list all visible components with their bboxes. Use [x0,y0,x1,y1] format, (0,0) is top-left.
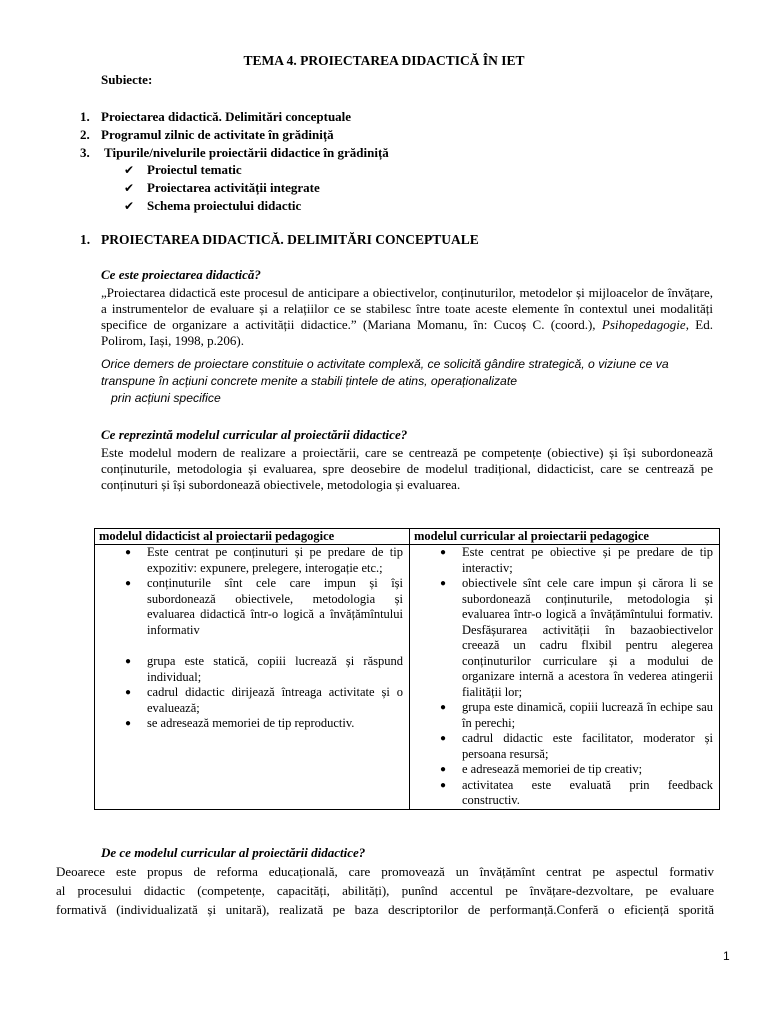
page-number: 1 [723,949,730,963]
bullet-icon: ● [440,702,447,713]
table-header-didacticist: modelul didacticist al proiectarii pedagogice [95,529,410,545]
book-title: Psihopedagogie [601,317,686,332]
italic-line: prin acțiuni specifice [111,391,221,405]
subtopic-label: Schema proiectului didactic [147,198,302,213]
list-item [95,545,403,576]
list-item [410,700,713,731]
model-paragraph: Este modelul modern de realizare a proiectării, care se centrează pe competențe (obiective) și își subordonează conținuturile, metodologia și evaluarea, spre deosebire de modelul tradițional, didacticist, care se centrează pe conținuturi și își subordonează obiectivele, metodologia și evaluarea. [101,445,713,492]
bullet-icon: ● [440,578,447,589]
section-number: 1. [80,232,91,247]
topic-item [80,108,389,126]
table-header-row [95,529,720,545]
bullet-icon: ● [125,687,132,698]
list-item-text: activitatea este evaluată prin feedback constructiv. [462,777,713,807]
list-item-text: Este centrat pe conținuturi și pe predare de tip expozitiv: expunere, prelegere, interogație etc.; [147,545,403,575]
page-title: TEMA 4. PROIECTAREA DIDACTICĂ ÎN IET [243,53,525,68]
subtopic-item [124,161,320,179]
table-header-curricular: modelul curricular al proiectarii pedagogice [410,529,720,545]
list-item-text: e adresează memoriei de tip creativ; [462,762,643,776]
definition-paragraph [101,285,713,349]
list-item [410,731,713,762]
bullet-icon: ● [440,733,447,744]
citation-text: , Ed. Polirom, Iași, 1998, p.206). [101,317,713,348]
question-heading: Ce reprezintă modelul curricular al proiectării didactice? [101,427,408,442]
bullet-icon: ● [125,718,132,729]
list-item [95,716,403,732]
checkmark-icon: ✔ [124,199,135,213]
topic-label: Tipurile/nivelurile proiectării didactice în grădiniță [101,145,389,160]
curricular-cell [410,545,720,810]
comparison-table [94,528,720,810]
list-item [95,654,403,685]
question-heading: De ce modelul curricular al proiectării didactice? [101,845,366,860]
section-heading [80,232,479,248]
checkmark-icon: ✔ [124,163,135,177]
topic-number: 2. [80,127,90,142]
table-row [95,545,720,810]
topic-item [80,144,389,162]
list-item-text: conținuturile sînt cele care impun și își subordonează obiectivele, metodologia și evaluarea didactică într-o logică a învățămîntului informativ [147,576,403,637]
checkmark-icon: ✔ [124,181,135,195]
question-heading: Ce este proiectarea didactică? [101,267,261,282]
list-item-text: Este centrat pe obiective și pe predare de tip interactiv; [462,545,713,575]
list-item-text: obiectivele sînt cele care impun și cărora li se subordonează conținuturile, metodologia și evaluarea într-o logică a învățămîntului formativ. Desfășurarea activității în bazaobiectivelor creează un cadru flxibil pentru alegerea conținuturilor curriculare și a modului de organizare internă a acestora în vederea atingerii fialității lor; [462,576,713,699]
topic-label: Programul zilnic de activitate în grădiniță [101,127,334,142]
section-title: PROIECTAREA DIDACTICĂ. DELIMITĂRI CONCEPTUALE [101,232,479,247]
topic-item [80,126,389,144]
italic-note [101,356,721,407]
blank-line [95,638,403,654]
italic-line: Orice demers de proiectare constituie o activitate complexă, ce solicită gândire strategică, o viziune ce va [101,357,669,371]
paragraph-line: Deoarece este propus de reforma educațională, care promovează un învățămînt centrat pe aspectul formativ [56,864,714,879]
list-item-text: cadrul didactic este facilitator, moderator și persoana resursă; [462,731,713,761]
bullet-icon: ● [440,764,447,775]
list-item [95,576,403,638]
topic-label: Proiectarea didactică. Delimitări conceptuale [101,109,352,124]
paragraph-line: formativă (individualizată și unitară), realizată pe baza descriptorilor de performanță.Conferă o eficiență sporită [56,902,714,917]
list-item [410,545,713,576]
list-item [410,762,713,778]
subtopic-label: Proiectul tematic [147,162,242,177]
paragraph-line: al procesului didactic (competențe, capacități, abilități), punînd accentul pe învățare-dezvoltare, pe evaluare [56,883,714,898]
topic-number: 1. [80,109,90,124]
list-item [95,685,403,716]
list-item [410,576,713,700]
list-item-text: cadrul didactic dirijează întreaga activitate și o evaluează; [147,685,403,715]
definition-text: „Proiectarea didactică este procesul de anticipare a obiectivelor, conținuturilor, metodelor și mijloacelor de învățare, a instrumentelor de evaluare și a relațiilor ce se stabilesc între toate aceste elemente în contextul unei modalități specifice de organizare a activității didactice.” (Mariana Momanu, în: Cucoș C. (coord.), [101,285,713,332]
didacticist-cell [95,545,410,810]
topics-list [80,108,389,162]
list-item-text: grupa este statică, copiii lucrează și răspund individual; [147,654,403,684]
bullet-icon: ● [125,656,132,667]
bullet-icon: ● [440,779,447,791]
list-item [410,778,713,809]
bullet-icon: ● [125,547,132,558]
bullet-icon: ● [440,547,447,558]
list-item-text: grupa este dinamică, copiii lucrează în echipe sau în perechi; [462,700,713,730]
subjects-label: Subiecte: [101,72,153,87]
subtopic-label: Proiectarea activității integrate [147,180,320,195]
subtopics-list [124,161,320,215]
reason-paragraph [56,862,714,919]
subtopic-item [124,197,320,215]
italic-line: transpune în acțiuni concrete menite a stabili țintele de atins, operaționalizate [101,374,517,388]
subtopic-item [124,179,320,197]
topic-number: 3. [80,145,90,160]
list-item-text: se adresează memoriei de tip reproductiv. [147,716,355,730]
bullet-icon: ● [125,578,132,589]
